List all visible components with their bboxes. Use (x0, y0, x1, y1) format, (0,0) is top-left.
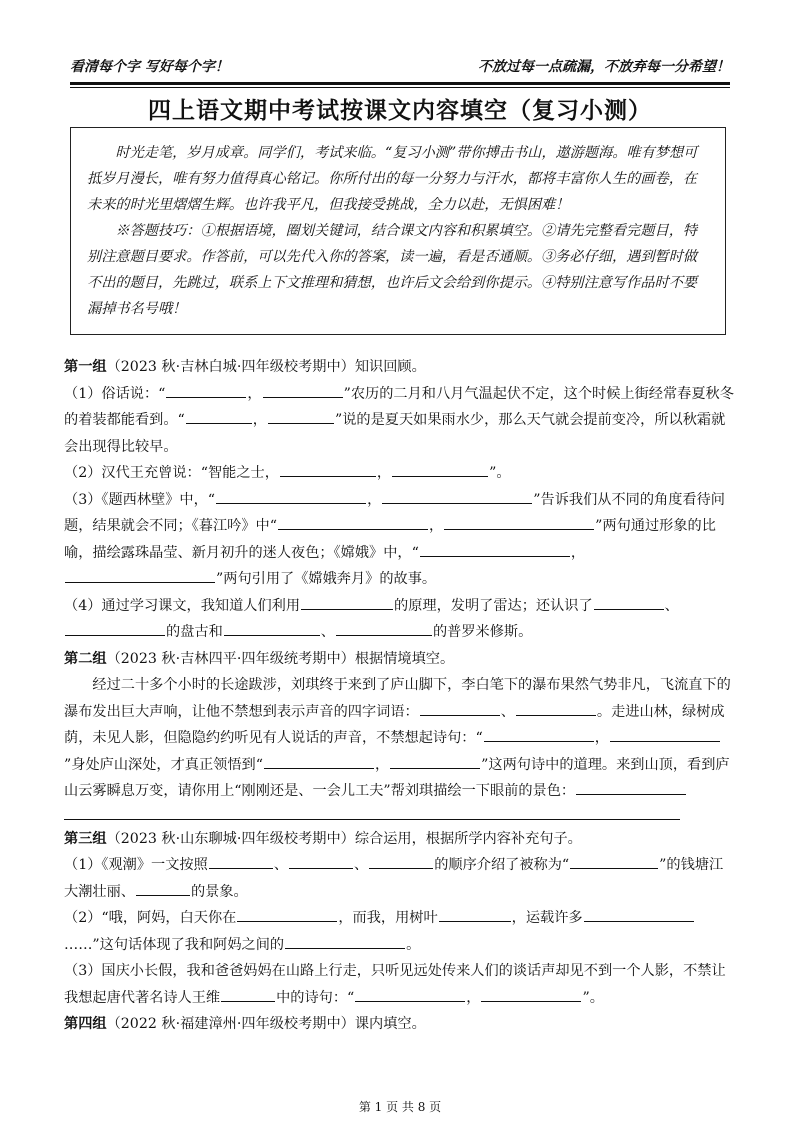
answer-blank[interactable] (216, 489, 366, 504)
group-4-label: 第四组 (64, 1016, 107, 1032)
banner-right-motto: 不放过每一点疏漏，不放弃每一分希望！ (478, 59, 730, 75)
answer-blank[interactable] (280, 462, 376, 477)
answer-blank[interactable] (264, 754, 374, 769)
answer-blank[interactable] (390, 754, 480, 769)
g1-question-3 (64, 487, 736, 593)
answer-blank[interactable] (278, 515, 428, 530)
group-3-source: （2023 秋·山东聊城·四年级校考期中）综合运用，根据所学内容补充句子。 (106, 830, 582, 847)
header-rule-thin (70, 87, 730, 88)
answer-blank[interactable] (237, 907, 337, 922)
answer-blank[interactable] (516, 701, 596, 716)
text: 。 (406, 936, 421, 953)
text: 的盘古和 (166, 624, 223, 640)
answer-blank[interactable] (382, 489, 532, 504)
banner-left-motto: 看清每个字 写好每个字！ (70, 59, 229, 75)
answer-blank[interactable] (166, 383, 246, 398)
answer-blank[interactable] (268, 409, 334, 424)
answer-blank[interactable] (263, 383, 343, 398)
text: ”身处庐山深处，才真正领悟到“ (64, 756, 263, 773)
top-banner (70, 54, 730, 78)
group-1-label: 第一组 (64, 359, 107, 375)
text: ”这两句诗中的道理。来到山顶，看到庐山云雾瞬息万变，请你用上“刚刚还是、一会儿工夫”帮刘琪描绘一下眼前的景色： (64, 756, 730, 799)
text: 、 (320, 624, 335, 640)
answer-blank[interactable] (610, 727, 720, 742)
text: 、 (354, 857, 369, 873)
g1-question-1 (64, 381, 736, 461)
text: ”。 (489, 465, 511, 481)
g1-question-4 (64, 593, 736, 646)
text: ……”这句话体现了我和阿妈之间的 (64, 936, 285, 953)
answer-blank[interactable] (444, 515, 594, 530)
group-3-label: 第三组 (64, 830, 107, 847)
text: （2）“哦，阿妈，白天你在 (64, 910, 237, 926)
answer-blank[interactable] (65, 621, 165, 636)
answer-blank[interactable] (209, 854, 273, 869)
g3-question-2 (64, 905, 736, 958)
answer-blank[interactable] (369, 854, 433, 869)
answer-blank[interactable] (594, 595, 664, 610)
answer-blank[interactable] (285, 934, 405, 949)
answer-blank[interactable] (439, 907, 511, 922)
answer-blank[interactable] (355, 987, 465, 1002)
text: 、 (664, 597, 679, 614)
g2-passage (64, 672, 736, 805)
g3-question-3 (64, 958, 736, 1011)
intro-paragraph: 时光走笔，岁月成章。同学们，考试来临。“复习小测”带你搏击书山，遨游题海。唯有梦想可抵岁月漫长，唯有努力值得真心铭记。你所付出的每一分努力与汗水，都将丰富你人生的画卷，在未来的时光里熠熠生辉。也许我平凡，但我接受挑战，全力以赴，无惧困难！ (87, 145, 698, 213)
text: ， (466, 989, 481, 1006)
answer-blank[interactable] (65, 568, 215, 583)
page-title: 四上语文期中考试按课文内容填空（复习小测） (148, 98, 652, 124)
text: ， (428, 518, 444, 534)
answer-blank[interactable] (570, 854, 658, 869)
text: ，而我，用树叶 (338, 910, 438, 926)
g1-question-2 (64, 460, 736, 487)
answer-blank[interactable] (420, 542, 570, 557)
page-number: 第 1 页 共 8 页 (358, 1100, 442, 1114)
text: ， (570, 544, 586, 561)
text: ， (252, 412, 267, 428)
text: ， (367, 491, 382, 508)
text: ”两句引用了《嫦娥奔月》的故事。 (216, 571, 437, 587)
text: 经过二十多个小时的长途跋涉，刘琪终于来到了庐山脚下，李白笔下的瀑布果然气势非凡，飞流直下的瀑布发出巨大声响，让他不禁想到表示声音的四字词语： (64, 677, 731, 720)
text: （1）俗话说：“ (64, 385, 166, 402)
text: 的普罗米修斯。 (432, 624, 533, 640)
text: 的景象。 (190, 883, 248, 900)
answer-blank[interactable] (481, 987, 581, 1002)
header-rule-thick (70, 82, 730, 85)
answer-blank[interactable] (186, 409, 252, 424)
answer-blank[interactable] (392, 462, 488, 477)
answer-blank[interactable] (484, 727, 594, 742)
answer-blank[interactable] (576, 780, 686, 795)
answer-tips: ※答题技巧：①根据语境，圈划关键词，结合课文内容和积累填空。②请先完整看完题目，特别注意题目要求。作答前，可以先代入你的答案，读一遍，看是否通顺。③务必仔细，遇到暂时做不出的题目，先跳过，联系上下文推理和猜想，也许后文会给到你提示。④特别注意写作品时不要漏掉书名号哦！ (87, 223, 698, 317)
text: 、 (500, 703, 515, 720)
group-1-source: （2023 秋·吉林白城·四年级校考期中）知识回顾。 (106, 359, 426, 375)
text: 的顺序介绍了被称为“ (434, 857, 570, 873)
group-2-heading (64, 646, 736, 673)
text: 中的诗句：“ (276, 989, 355, 1006)
text: （1）《观潮》一文按照 (64, 857, 208, 873)
group-2-label: 第二组 (64, 650, 107, 667)
answer-blank[interactable] (136, 881, 190, 896)
answer-blank[interactable] (420, 701, 500, 716)
answer-blank[interactable] (336, 621, 432, 636)
intro-box (70, 127, 726, 335)
group-4-source: （2022 秋·福建漳州·四年级校考期中）课内填空。 (106, 1016, 426, 1032)
answer-blank[interactable] (584, 907, 694, 922)
answer-line[interactable] (64, 819, 680, 820)
text: ， (376, 465, 392, 481)
text: ， (247, 385, 262, 402)
text: （2）汉代王充曾说：“智能之士， (64, 465, 279, 481)
text: ”的钱塘江大潮壮丽、 (64, 857, 724, 900)
text: ”两句通过形象的比喻，描绘露珠晶莹、新月初升的迷人夜色；《嫦娥》中，“ (64, 518, 716, 561)
question-content (64, 354, 736, 1038)
answer-blank[interactable] (224, 621, 320, 636)
text: （3）国庆小长假，我和爸爸妈妈在山路上行走，只听见远处传来人们的谈话声却见不到一个人影，不禁让我想起唐代著名诗人王维 (64, 963, 726, 1006)
text: 、 (273, 857, 289, 873)
text: （4）通过学习课文，我知道人们利用 (64, 597, 301, 614)
text: ，运载许多 (511, 910, 583, 926)
text: ， (374, 756, 390, 773)
g3-question-1 (64, 852, 736, 905)
group-2-source: （2023 秋·吉林四平·四年级统考期中）根据情境填空。 (106, 650, 455, 667)
text: ”告诉我们从不同的角度看待问题，结果就会不同；《暮江吟》中“ (64, 491, 725, 534)
answer-blank[interactable] (301, 595, 393, 610)
text: 的原理，发明了雷达；还认识了 (394, 597, 593, 614)
answer-blank[interactable] (221, 987, 275, 1002)
text: ”农历的二月和八月气温起伏不定，这个时候上街经常春夏秋冬的着装都能看到。“ (64, 385, 734, 428)
answer-blank[interactable] (289, 854, 353, 869)
group-3-heading (64, 826, 736, 853)
text: ”。 (582, 989, 604, 1006)
text: 。走进山林，绿树成荫，未见人影，但隐隐约约听见有人说话的声音，不禁想起诗句：“ (64, 703, 725, 746)
group-4-heading (64, 1011, 736, 1038)
text: ， (594, 730, 609, 746)
text: ”说的是夏天如果雨水少，那么天气就会提前变冷，所以秋霜就会出现得比较早。 (64, 412, 726, 455)
text: （3）《题西林壁》中，“ (64, 491, 216, 508)
group-1-heading (64, 354, 736, 381)
